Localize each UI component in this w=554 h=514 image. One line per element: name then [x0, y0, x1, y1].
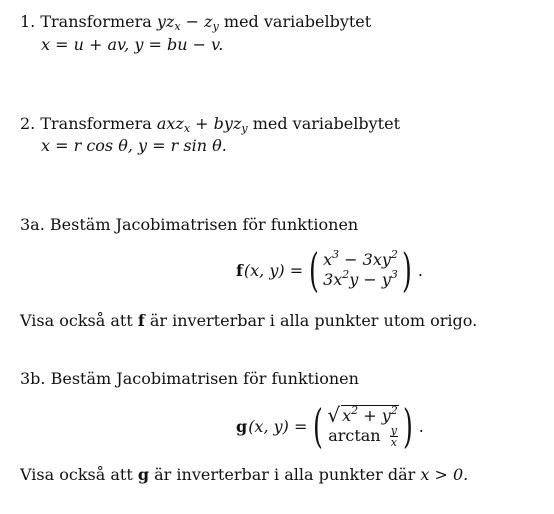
sqrt-row	[327, 402, 398, 427]
function-args: (x, y) =	[248, 416, 308, 436]
problem-3a-visa-line	[20, 311, 477, 331]
visa-text-after: är inverterbar i alla punkter där	[154, 465, 416, 484]
left-paren: (	[309, 243, 320, 297]
problem-3a-line-1	[20, 215, 358, 235]
fraction-denominator: x	[390, 435, 397, 449]
problem-3b-visa-line	[20, 465, 468, 485]
function-args: (x, y) =	[243, 260, 304, 280]
visa-condition: x > 0.	[420, 465, 469, 484]
period: .	[417, 260, 423, 280]
problem-3a-function-display	[236, 243, 423, 297]
problem-3b-number: 3b.	[20, 369, 46, 388]
problem-3b-text: Bestäm Jacobimatrisen för funktionen	[50, 369, 359, 388]
problem-1-number: 1.	[20, 12, 36, 31]
problem-2-number: 2.	[20, 114, 36, 133]
arctan-row	[328, 425, 398, 448]
visa-bold-f: f	[137, 311, 145, 330]
function-name-f: f	[236, 260, 243, 280]
visa-text-after: är inverterbar i alla punkter utom origo.	[149, 311, 478, 330]
arctan-label: arctan	[328, 425, 381, 445]
right-paren: )	[402, 399, 413, 453]
problem-2-expression: axz$_x$ + byz$_y$	[156, 114, 248, 135]
problem-1-expression: $yz_x - z_y$	[156, 12, 219, 33]
fraction	[390, 425, 398, 448]
problem-2-substitution: x = r cos θ, y = r sin θ.	[41, 136, 227, 155]
radicand: $x^2 + y^2$	[342, 403, 398, 425]
problem-3a-number: 3a.	[20, 215, 45, 234]
function-name-g: g	[236, 416, 248, 436]
visa-text: Visa också att	[20, 465, 133, 484]
problem-1-substitution: x = u + av, y = bu − v.	[41, 35, 224, 54]
function-vector	[323, 250, 398, 290]
sqrt-symbol: √	[327, 402, 341, 427]
function-vector	[327, 402, 398, 449]
fraction-numerator: y	[390, 423, 397, 437]
problem-3b-line-1	[20, 369, 359, 389]
problem-2-text-after: med variabelbytet	[252, 114, 400, 133]
vector-row-2: $3x^2y - y^3$	[323, 268, 398, 289]
vector-row-1: $x^3 - 3xy^2$	[323, 248, 398, 269]
problem-2-line-1	[20, 114, 400, 134]
visa-bold-g: g	[137, 465, 150, 484]
right-paren: )	[401, 243, 412, 297]
problem-3a-text: Bestäm Jacobimatrisen för funktionen	[49, 215, 359, 234]
problem-1-text: Transformera	[40, 12, 152, 31]
period: .	[418, 416, 424, 436]
problem-3b-function-display	[236, 400, 424, 452]
problem-1-text-after: med variabelbytet	[223, 12, 372, 31]
problem-1-line-1	[20, 12, 371, 32]
problem-2-text: Transformera	[40, 114, 152, 133]
left-paren: (	[313, 399, 324, 453]
visa-text: Visa också att	[20, 311, 133, 330]
